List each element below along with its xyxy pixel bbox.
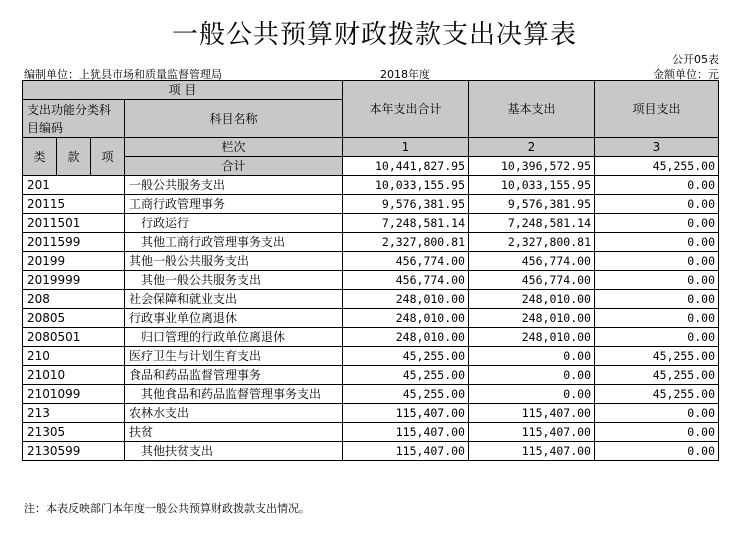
header-project: 项 目 xyxy=(23,81,343,100)
header-col-2: 2 xyxy=(469,138,595,157)
row-project: 45,255.00 xyxy=(595,385,719,404)
header-kuan: 款 xyxy=(57,138,91,176)
row-code: 2019999 xyxy=(23,271,125,290)
row-total: 2,327,800.81 xyxy=(343,233,469,252)
row-project: 45,255.00 xyxy=(595,347,719,366)
row-subject-name: 社会保障和就业支出 xyxy=(125,290,343,309)
row-code: 20115 xyxy=(23,195,125,214)
row-subject-name: 工商行政管理事务 xyxy=(125,195,343,214)
row-subject-name: 农林水支出 xyxy=(125,404,343,423)
row-total: 45,255.00 xyxy=(343,366,469,385)
row-basic: 0.00 xyxy=(469,366,595,385)
row-project: 0.00 xyxy=(595,290,719,309)
table-row xyxy=(23,176,719,195)
row-code: 21305 xyxy=(23,423,125,442)
row-project: 0.00 xyxy=(595,271,719,290)
row-code: 2011501 xyxy=(23,214,125,233)
table-row xyxy=(23,271,719,290)
header-basic: 基本支出 xyxy=(469,81,595,138)
row-total: 10,033,155.95 xyxy=(343,176,469,195)
table-row xyxy=(23,214,719,233)
form-number: 公开05表 xyxy=(672,53,719,66)
row-basic: 10,033,155.95 xyxy=(469,176,595,195)
expenditure-table xyxy=(22,80,719,461)
row-code: 2101099 xyxy=(23,385,125,404)
row-subject-name: 其他一般公共服务支出 xyxy=(125,252,343,271)
row-basic: 0.00 xyxy=(469,385,595,404)
total-amount: 10,441,827.95 xyxy=(343,157,469,176)
row-total: 456,774.00 xyxy=(343,271,469,290)
row-basic: 248,010.00 xyxy=(469,309,595,328)
row-subject-name: 行政事业单位离退休 xyxy=(125,309,343,328)
row-subject-name: 扶贫 xyxy=(125,423,343,442)
row-project: 0.00 xyxy=(595,442,719,461)
row-basic: 2,327,800.81 xyxy=(469,233,595,252)
header-total: 本年支出合计 xyxy=(343,81,469,138)
row-basic: 248,010.00 xyxy=(469,328,595,347)
total-project: 45,255.00 xyxy=(595,157,719,176)
row-subject-name: 其他工商行政管理事务支出 xyxy=(125,233,343,252)
row-basic: 7,248,581.14 xyxy=(469,214,595,233)
table-row xyxy=(23,233,719,252)
row-project: 0.00 xyxy=(595,404,719,423)
row-subject-name: 归口管理的行政单位离退休 xyxy=(125,328,343,347)
table-row xyxy=(23,309,719,328)
header-row-lanci xyxy=(23,138,719,157)
currency-unit: 金额单位：元 xyxy=(653,68,719,81)
header-func-code: 支出功能分类科目编码 xyxy=(23,100,125,138)
row-code: 20199 xyxy=(23,252,125,271)
row-subject-name: 其他食品和药品监督管理事务支出 xyxy=(125,385,343,404)
row-subject-name: 食品和药品监督管理事务 xyxy=(125,366,343,385)
table-row xyxy=(23,195,719,214)
table-row xyxy=(23,328,719,347)
table-row xyxy=(23,366,719,385)
row-total: 456,774.00 xyxy=(343,252,469,271)
reporting-unit: 编制单位：上犹县市场和质量监督管理局 xyxy=(24,68,222,81)
row-subject-name: 其他扶贫支出 xyxy=(125,442,343,461)
row-project: 0.00 xyxy=(595,214,719,233)
row-total: 115,407.00 xyxy=(343,442,469,461)
page-title: 一般公共预算财政拨款支出决算表 xyxy=(171,20,577,50)
row-basic: 115,407.00 xyxy=(469,442,595,461)
row-subject-name: 行政运行 xyxy=(125,214,343,233)
row-code: 208 xyxy=(23,290,125,309)
header-lanci: 栏次 xyxy=(125,138,343,157)
row-code: 2080501 xyxy=(23,328,125,347)
row-project: 0.00 xyxy=(595,423,719,442)
header-row-1 xyxy=(23,81,719,100)
row-code: 210 xyxy=(23,347,125,366)
row-code: 21010 xyxy=(23,366,125,385)
table-row xyxy=(23,347,719,366)
table-row xyxy=(23,385,719,404)
row-project: 0.00 xyxy=(595,195,719,214)
row-total: 45,255.00 xyxy=(343,347,469,366)
row-total: 115,407.00 xyxy=(343,423,469,442)
row-subject-name: 一般公共服务支出 xyxy=(125,176,343,195)
footnote: 注：本表反映部门本年度一般公共预算财政拨款支出情况。 xyxy=(24,502,310,515)
row-basic: 456,774.00 xyxy=(469,271,595,290)
row-basic: 9,576,381.95 xyxy=(469,195,595,214)
header-xiang: 项 xyxy=(91,138,125,176)
table-row xyxy=(23,404,719,423)
row-code: 2011599 xyxy=(23,233,125,252)
table-row xyxy=(23,423,719,442)
row-total: 45,255.00 xyxy=(343,385,469,404)
row-code: 213 xyxy=(23,404,125,423)
total-basic: 10,396,572.95 xyxy=(469,157,595,176)
table-row xyxy=(23,290,719,309)
row-total: 248,010.00 xyxy=(343,309,469,328)
table-row xyxy=(23,252,719,271)
row-total: 7,248,581.14 xyxy=(343,214,469,233)
total-row xyxy=(23,157,719,176)
row-subject-name: 医疗卫生与计划生育支出 xyxy=(125,347,343,366)
row-project: 0.00 xyxy=(595,233,719,252)
report-year: 2018年度 xyxy=(380,68,430,81)
table-row xyxy=(23,442,719,461)
row-project: 0.00 xyxy=(595,252,719,271)
header-col-1: 1 xyxy=(343,138,469,157)
row-project: 0.00 xyxy=(595,309,719,328)
row-basic: 248,010.00 xyxy=(469,290,595,309)
row-subject-name: 其他一般公共服务支出 xyxy=(125,271,343,290)
header-project-exp: 项目支出 xyxy=(595,81,719,138)
row-project: 0.00 xyxy=(595,328,719,347)
row-code: 20805 xyxy=(23,309,125,328)
row-total: 248,010.00 xyxy=(343,290,469,309)
row-total: 115,407.00 xyxy=(343,404,469,423)
row-total: 248,010.00 xyxy=(343,328,469,347)
row-code: 201 xyxy=(23,176,125,195)
row-project: 45,255.00 xyxy=(595,366,719,385)
row-basic: 0.00 xyxy=(469,347,595,366)
row-code: 2130599 xyxy=(23,442,125,461)
header-col-3: 3 xyxy=(595,138,719,157)
row-basic: 115,407.00 xyxy=(469,404,595,423)
row-basic: 115,407.00 xyxy=(469,423,595,442)
row-total: 9,576,381.95 xyxy=(343,195,469,214)
header-subject-name: 科目名称 xyxy=(125,100,343,138)
header-lei: 类 xyxy=(23,138,57,176)
row-project: 0.00 xyxy=(595,176,719,195)
total-label: 合计 xyxy=(125,157,343,176)
row-basic: 456,774.00 xyxy=(469,252,595,271)
